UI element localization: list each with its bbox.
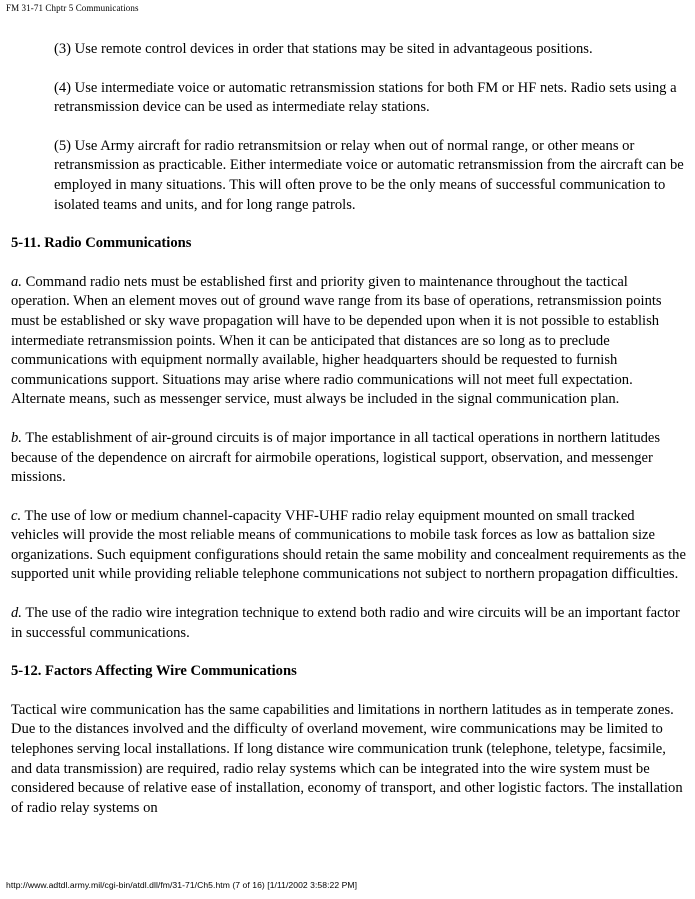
- paragraph-label: d.: [11, 605, 22, 622]
- paragraph-text: The use of low or medium channel-capacity VHF-UHF radio relay equipment mounted on small tracked vehicles will provide the most reliable means of communications to mobile task forces as low as battalion size organizations. Such equipment configurations should retain the same mobility and concealment requirements as the supported unit while providing reliable telephone communications not subject to northern propagation difficulties.: [11, 507, 686, 583]
- paragraph-text: Command radio nets must be established first and priority given to maintenance throughout the tactical operation. When an element moves out of ground wave range from its base of operations, retransmission points must be established or sky wave propagation will have to be depended upon when it is not possible to establish intermediate retransmission points. When it can be anticipated that distances are so long as to preclude communications with equipment normally available, higher headquarters should be requested to furnish communications support. Situations may arise where radio communications will not meet full expectation. Alternate means, such as messenger service, must always be included in the signal communication plan.: [11, 273, 662, 408]
- document-body: [11, 40, 686, 837]
- paragraph-text: The use of the radio wire integration technique to extend both radio and wire circuits will be an important factor in successful communications.: [11, 605, 680, 641]
- list-item-4: (4) Use intermediate voice or automatic retransmission stations for both FM or HF nets. Radio sets using a retransmission device can be used as intermediate relay stations.: [54, 79, 677, 116]
- list-item-5: (5) Use Army aircraft for radio retransmitsion or relay when out of normal range, or other means or retransmission as practicable. Either intermediate voice or automatic retransmission from the aircraft can be employed in many situations. This will often prove to be the only means of successful communication to isolated teams and units, and for long range patrols.: [54, 137, 684, 213]
- paragraph-label: b.: [11, 429, 22, 446]
- section-heading-5-11: 5-11. Radio Communications: [11, 235, 192, 252]
- running-header: FM 31-71 Chptr 5 Communications: [6, 3, 139, 13]
- paragraph-a: [11, 273, 686, 410]
- paragraph-text: The establishment of air-ground circuits is of major importance in all tactical operations in northern latitudes because of the dependence on aircraft for airmobile operations, logistical support, observation, and messenger missions.: [11, 429, 661, 486]
- list-item-3: (3) Use remote control devices in order that stations may be sited in advantageous positions.: [54, 41, 593, 57]
- paragraph-label: a.: [11, 273, 22, 290]
- paragraph-wire: Tactical wire communication has the same capabilities and limitations in northern latitudes as in temperate zones. Due to the distances involved and the difficulty of overland movement, wire communications may be limited to telephones serving local installations. If long distance wire communication trunk (telephone, teletype, facsimile, and data transmission) are required, radio relay systems which can be integrated into the wire system must be considered because of relative ease of installation, economy of transport, and other logistic factors. The installation of radio relay systems on: [11, 701, 683, 816]
- section-heading-5-12: 5-12. Factors Affecting Wire Communications: [11, 663, 297, 680]
- paragraph-label: c.: [11, 507, 22, 524]
- paragraph-c: [11, 507, 686, 585]
- paragraph-b: [11, 429, 686, 488]
- source-url-footer: http://www.adtdl.army.mil/cgi-bin/atdl.dll/fm/31-71/Ch5.htm (7 of 16) [1/11/2002 3:58:22 PM]: [6, 880, 358, 890]
- paragraph-d: [11, 604, 686, 643]
